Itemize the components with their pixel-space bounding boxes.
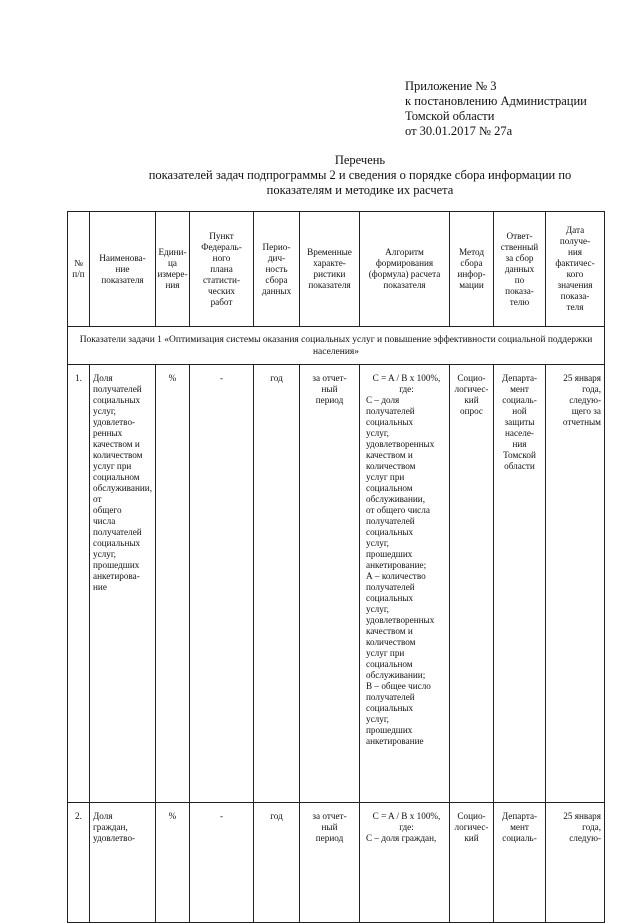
appendix-line: от 30.01.2017 № 27а — [405, 124, 513, 138]
header-plan: Пункт Федераль- ного плана статисти- ческих работ — [190, 212, 254, 327]
row-num: 1. — [68, 365, 90, 803]
row-plan: - — [190, 365, 254, 803]
row-plan: - — [190, 803, 254, 923]
section-row — [68, 327, 605, 365]
row-unit: % — [156, 365, 190, 803]
header-num: № п/п — [68, 212, 90, 327]
row-date: 25 января года, следую- — [546, 803, 605, 923]
title-line: показателей задач подпрограммы 2 и сведения о порядке сбора информации по — [148, 168, 572, 182]
document-title — [60, 153, 640, 198]
row-algorithm-cell — [360, 365, 450, 803]
row-method: Социо- логичес- кий опрос — [450, 365, 494, 803]
header-name: Наименова- ние показателя — [90, 212, 156, 327]
row-period: год — [254, 365, 300, 803]
indicators-table — [67, 211, 605, 923]
row-algorithm: С – доля получателей социальных услуг, удовлетворенных качеством и количеством услуг при социальном обслуживании, от общего числа получателей социальных услуг, прошедших анкетирование; А – количество получателей социальных услуг, удовлетворенных качеством и количеством услуг при социальном обслуживании; B – общее число получателей социальных услуг, прошедших анкетирование — [366, 395, 435, 746]
row-formula: C = A / B x 100%, где: — [372, 811, 441, 832]
title-line: Перечень — [334, 153, 386, 167]
table-row — [68, 365, 605, 803]
row-algorithm: С – доля граждан, — [366, 833, 437, 843]
header-date: Дата получе- ния фактичес- кого значения показа- теля — [546, 212, 605, 327]
table-header-row — [68, 212, 605, 327]
title-line: показателям и методике их расчета — [266, 183, 454, 197]
row-name: Доля граждан, удовлетво- — [90, 803, 156, 923]
row-responsible: Департа- мент социаль- — [494, 803, 546, 923]
section-title: Показатели задачи 1 «Оптимизация системы оказания социальных услуг и повышение эффективности социальной поддержки населения» — [68, 327, 605, 365]
header-unit: Едини- ца измере- ния — [156, 212, 190, 327]
appendix-line: Томской области — [405, 109, 495, 123]
row-method: Социо- логичес- кий — [450, 803, 494, 923]
header-time: Временные характе- ристики показателя — [300, 212, 360, 327]
header-method: Метод сбора инфор- мации — [450, 212, 494, 327]
row-time: за отчет- ный период — [300, 365, 360, 803]
appendix-line: к постановлению Администрации — [405, 94, 587, 108]
row-num: 2. — [68, 803, 90, 923]
header-period: Перио- дич- ность сбора данных — [254, 212, 300, 327]
row-date: 25 января года, следую- щего за отчетным — [546, 365, 605, 803]
header-responsible: Ответ- ственный за сбор данных по показа- телю — [494, 212, 546, 327]
appendix-line: Приложение № 3 — [405, 79, 497, 93]
row-time: за отчет- ный период — [300, 803, 360, 923]
row-unit: % — [156, 803, 190, 923]
row-period: год — [254, 803, 300, 923]
appendix-block — [405, 79, 587, 139]
row-formula: C = A / B x 100%, где: — [372, 373, 441, 394]
row-responsible: Департа- мент социаль- ной защиты населе- ния Томской области — [494, 365, 546, 803]
header-algorithm: Алгоритм формирования (формула) расчета показателя — [360, 212, 450, 327]
row-name: Доля получателей социальных услуг, удовлетво- ренных качеством и количеством услуг при социальном обслуживании, от общего числа получателей социальных услуг, прошедших анкетирова- ние — [90, 365, 156, 803]
